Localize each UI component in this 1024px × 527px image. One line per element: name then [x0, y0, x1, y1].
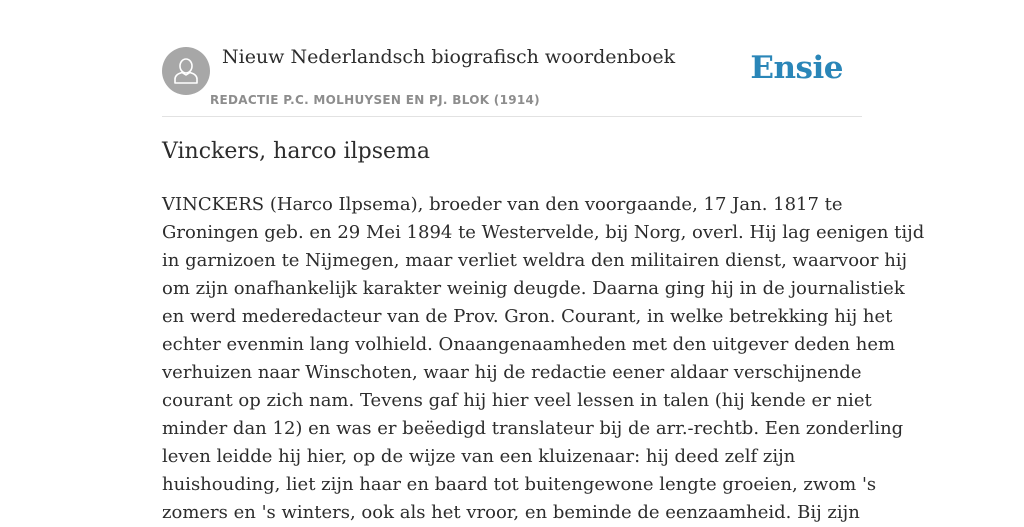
- body-line: courant op zich nam. Tevens gaf hij hier veel lessen in talen (hij kende er niet: [162, 390, 872, 411]
- body-line: zomers en 's winters, ook als het vroor, en beminde de eenzaamheid. Bij zijn: [162, 502, 860, 523]
- brand-logo[interactable]: Ensie: [750, 50, 843, 86]
- entry-body: [162, 191, 925, 527]
- body-line: Groningen geb. en 29 Mei 1894 te Westervelde, bij Norg, overl. Hij lag eenigen tijd: [162, 222, 925, 243]
- source-header: [162, 46, 862, 117]
- body-line: in garnizoen te Nijmegen, maar verliet weldra den militairen dienst, waarvoor hij: [162, 250, 908, 271]
- body-line: VINCKERS (Harco Ilpsema), broeder van den voorgaande, 17 Jan. 1817 te: [162, 194, 843, 215]
- user-avatar-icon: [162, 47, 210, 95]
- body-line: leven leidde hij hier, op de wijze van een kluizenaar: hij deed zelf zijn: [162, 446, 796, 467]
- body-line: echter evenmin lang volhield. Onaangenaamheden met den uitgever deden hem: [162, 334, 896, 355]
- body-line: en werd mederedacteur van de Prov. Gron. Courant, in welke betrekking hij het: [162, 306, 893, 327]
- source-subtitle: REDACTIE P.C. MOLHUYSEN EN PJ. BLOK (1914): [210, 93, 540, 107]
- body-line: verhuizen naar Winschoten, waar hij de redactie eener aldaar verschijnende: [162, 362, 862, 383]
- source-title[interactable]: Nieuw Nederlandsch biografisch woordenboek: [222, 46, 676, 68]
- body-line: minder dan 12) en was er beëedigd translateur bij de arr.-rechtb. Een zonderling: [162, 418, 904, 439]
- entry-title: Vinckers, harco ilpsema: [162, 139, 430, 164]
- body-line: huishouding, liet zijn haar en baard tot buitengewone lengte groeien, zwom 's: [162, 474, 877, 495]
- body-line: om zijn onafhankelijk karakter weinig deugde. Daarna ging hij in de journalistiek: [162, 278, 905, 299]
